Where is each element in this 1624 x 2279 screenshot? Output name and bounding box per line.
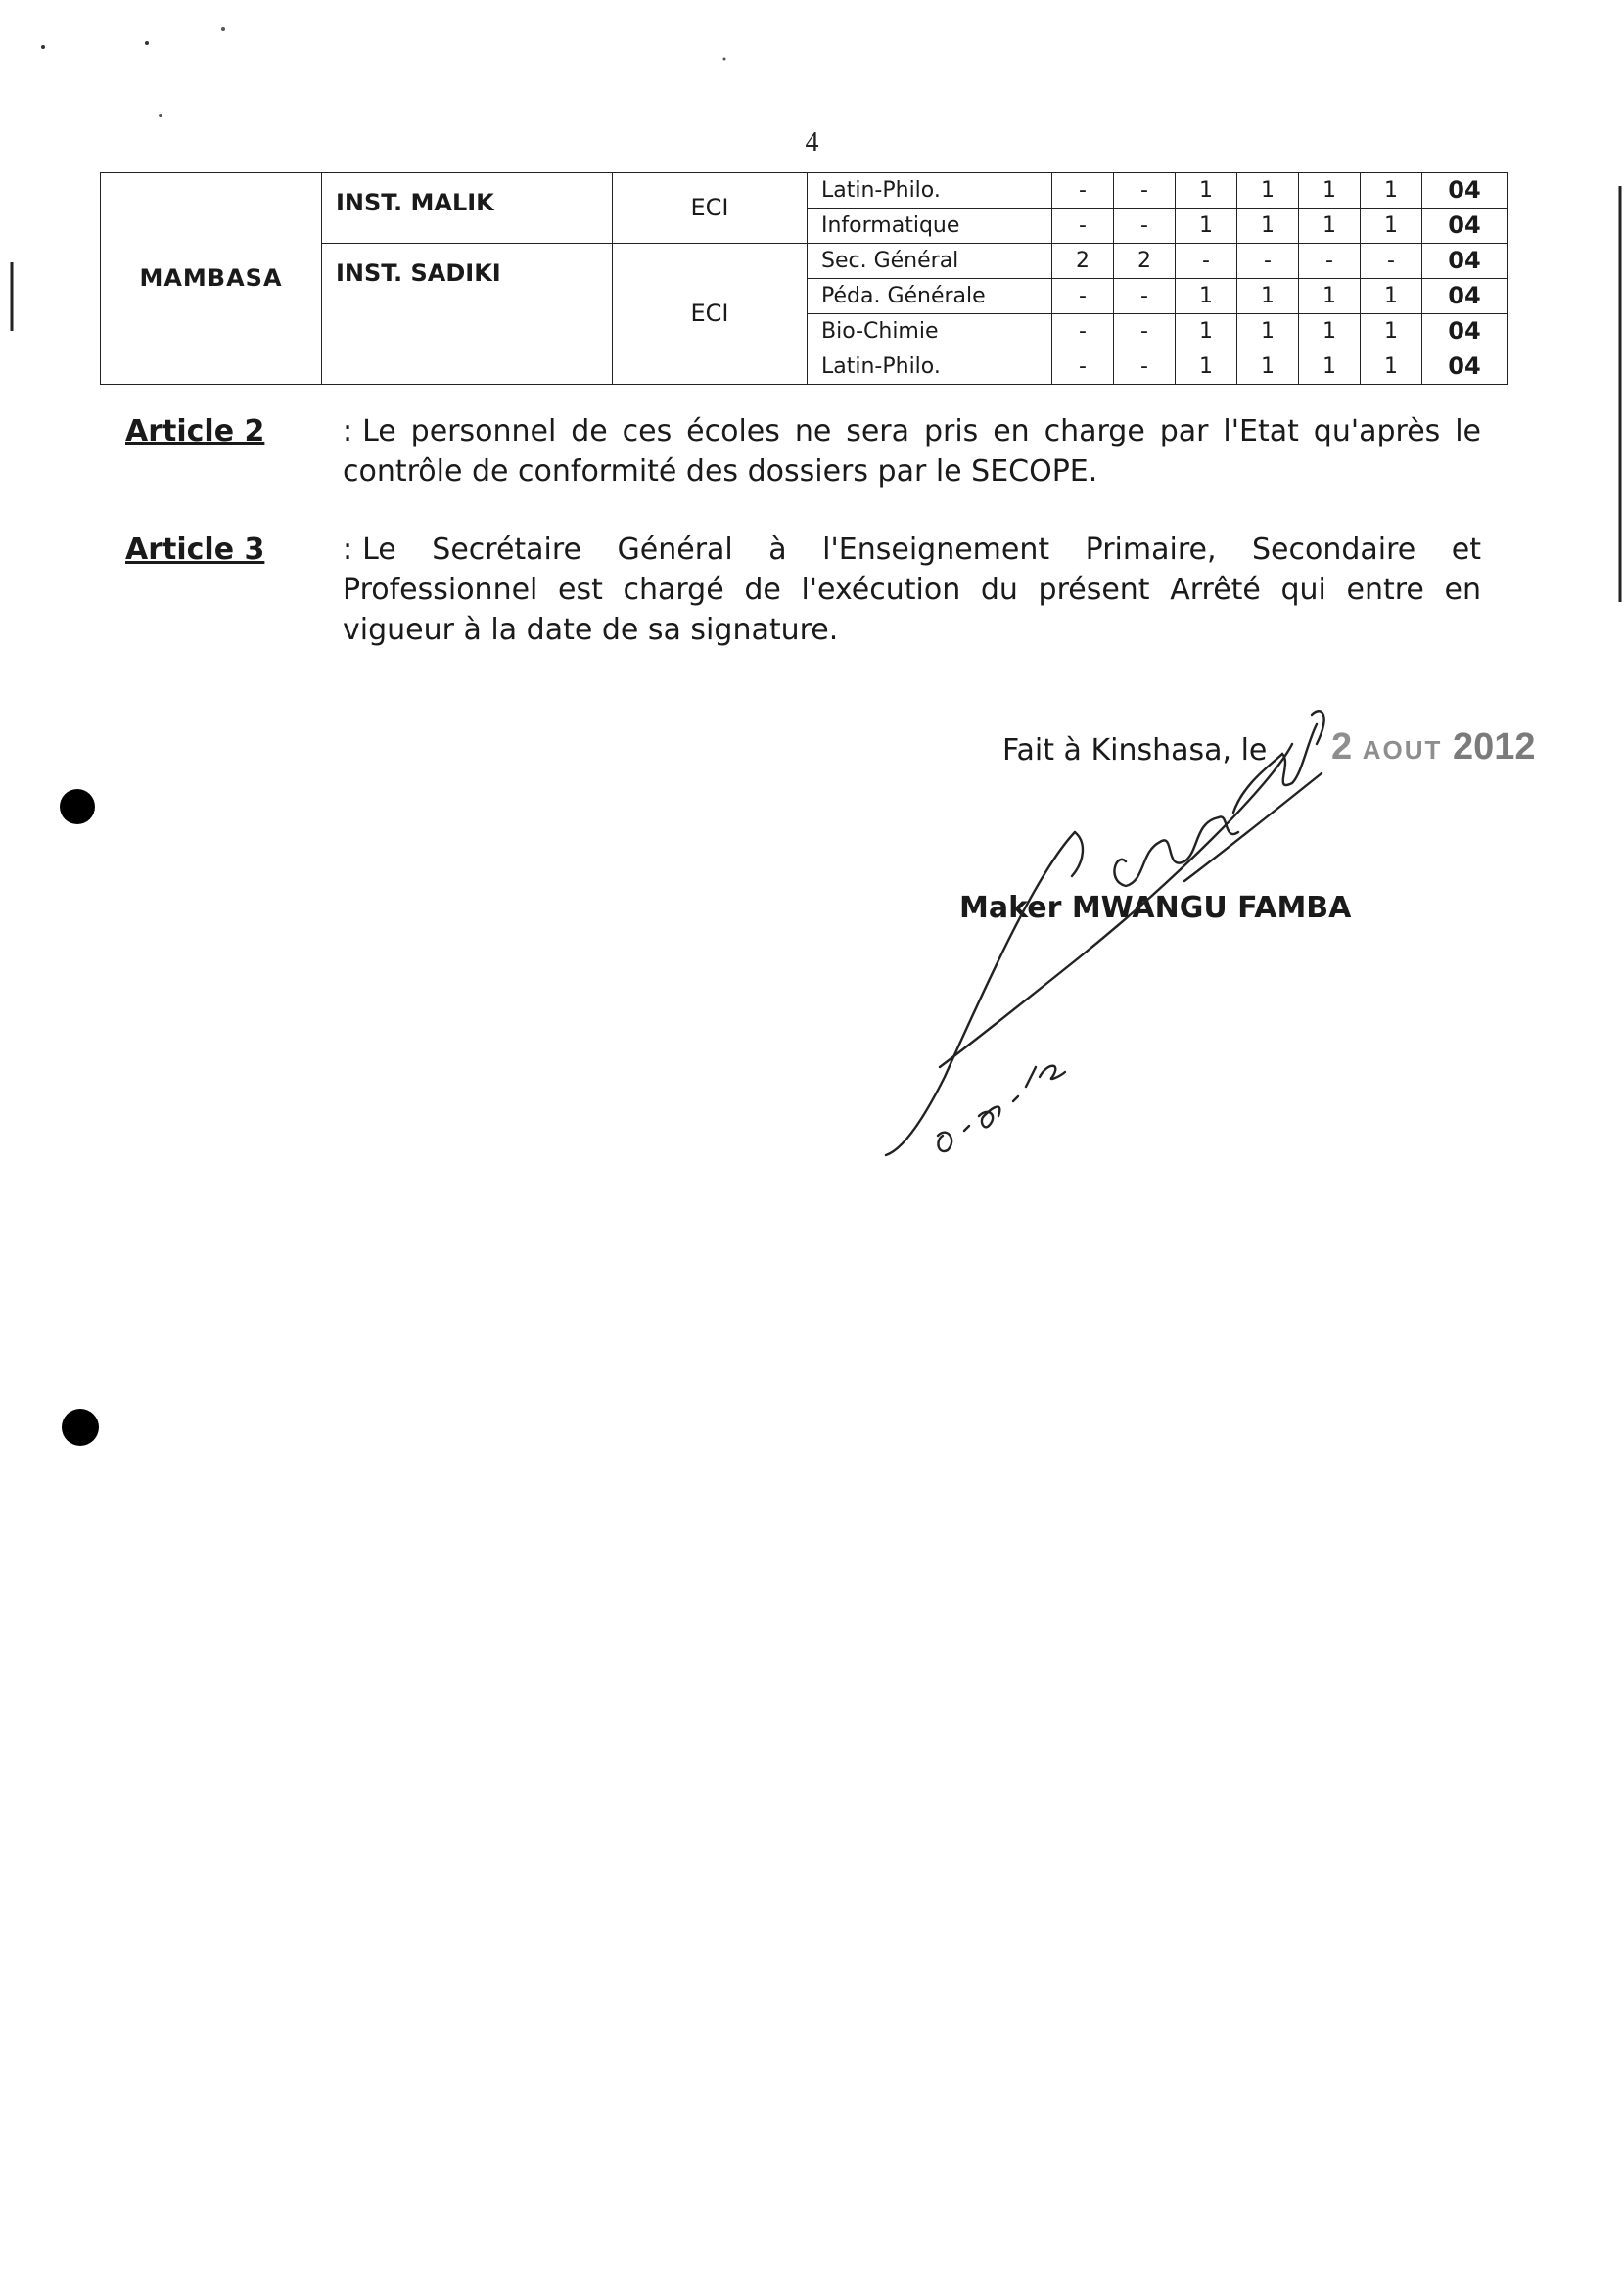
punch-hole-icon bbox=[60, 789, 95, 824]
class-count-cell: - bbox=[1237, 244, 1299, 279]
class-count-cell: - bbox=[1052, 279, 1114, 314]
total-cell: 04 bbox=[1422, 209, 1508, 244]
school-name: INST. MALIK bbox=[322, 173, 613, 244]
class-count-cell: 1 bbox=[1361, 209, 1422, 244]
colon-separator: : bbox=[343, 414, 353, 448]
section-cell: Bio-Chimie bbox=[808, 314, 1052, 349]
class-count-cell: 1 bbox=[1361, 349, 1422, 385]
class-count-cell: 1 bbox=[1237, 173, 1299, 209]
class-count-cell: - bbox=[1052, 209, 1114, 244]
colon-separator: : bbox=[343, 533, 353, 567]
class-count-cell: 1 bbox=[1299, 209, 1361, 244]
stamp-month: AOUT bbox=[1362, 735, 1443, 765]
class-count-cell: 1 bbox=[1299, 314, 1361, 349]
class-count-cell: - bbox=[1052, 173, 1114, 209]
class-count-cell: 1 bbox=[1176, 314, 1237, 349]
scan-speck bbox=[145, 41, 149, 45]
scan-speck bbox=[159, 114, 162, 117]
class-count-cell: - bbox=[1361, 244, 1422, 279]
class-count-cell: - bbox=[1114, 173, 1176, 209]
scan-speck bbox=[41, 45, 45, 49]
total-cell: 04 bbox=[1422, 314, 1508, 349]
article-label: Article 2 bbox=[125, 414, 265, 448]
total-cell: 04 bbox=[1422, 349, 1508, 385]
class-count-cell: - bbox=[1052, 314, 1114, 349]
total-cell: 04 bbox=[1422, 173, 1508, 209]
total-cell: 04 bbox=[1422, 244, 1508, 279]
class-count-cell: 1 bbox=[1361, 314, 1422, 349]
class-count-cell: 1 bbox=[1176, 173, 1237, 209]
section-cell: Latin-Philo. bbox=[808, 173, 1052, 209]
class-count-cell: - bbox=[1114, 279, 1176, 314]
punch-hole-icon bbox=[62, 1409, 99, 1446]
handwritten-signature bbox=[886, 711, 1324, 1155]
section-cell: Informatique bbox=[808, 209, 1052, 244]
article-text: Le personnel de ces écoles ne sera pris en charge par l'Etat qu'après le contrôle de conformité des dossiers par le SECOPE. bbox=[343, 414, 1481, 488]
section-cell: Sec. Général bbox=[808, 244, 1052, 279]
scan-speck bbox=[221, 27, 225, 31]
section-cell: Latin-Philo. bbox=[808, 349, 1052, 385]
article-label: Article 3 bbox=[125, 533, 265, 567]
class-count-cell: 1 bbox=[1299, 349, 1361, 385]
class-count-cell: - bbox=[1176, 244, 1237, 279]
class-count-cell: 1 bbox=[1299, 173, 1361, 209]
class-count-cell: - bbox=[1114, 209, 1176, 244]
class-count-cell: 1 bbox=[1299, 279, 1361, 314]
stamp-year: 2012 bbox=[1452, 726, 1536, 767]
section-cell: Péda. Générale bbox=[808, 279, 1052, 314]
class-count-cell: 1 bbox=[1176, 279, 1237, 314]
school-regime: ECI bbox=[613, 244, 808, 385]
class-count-cell: - bbox=[1114, 314, 1176, 349]
class-count-cell: 1 bbox=[1361, 173, 1422, 209]
class-count-cell: - bbox=[1114, 349, 1176, 385]
class-count-cell: 1 bbox=[1237, 209, 1299, 244]
class-count-cell: - bbox=[1052, 349, 1114, 385]
class-count-cell: 2 bbox=[1052, 244, 1114, 279]
class-count-cell: 1 bbox=[1176, 349, 1237, 385]
stamp-day: 2 bbox=[1331, 726, 1353, 767]
class-count-cell: 1 bbox=[1237, 279, 1299, 314]
class-count-cell: 1 bbox=[1237, 349, 1299, 385]
class-count-cell: 1 bbox=[1237, 314, 1299, 349]
scan-speck bbox=[723, 58, 726, 61]
class-count-cell: 2 bbox=[1114, 244, 1176, 279]
total-cell: 04 bbox=[1422, 279, 1508, 314]
class-count-cell: 1 bbox=[1361, 279, 1422, 314]
article-text: Le Secrétaire Général à l'Enseignement Primaire, Secondaire et Professionnel est chargé de l'exécution du présent Arrêté qui entre en vigueur à la date de sa signature. bbox=[343, 533, 1481, 647]
signatory-name: Maker MWANGU FAMBA bbox=[959, 891, 1352, 925]
commune-cell: MAMBASA bbox=[101, 173, 322, 385]
place-and-date: Fait à Kinshasa, le bbox=[1002, 733, 1268, 767]
class-count-cell: 1 bbox=[1176, 209, 1237, 244]
page-number: 4 bbox=[805, 127, 819, 158]
school-name: INST. SADIKI bbox=[322, 244, 613, 385]
class-count-cell: - bbox=[1299, 244, 1361, 279]
school-regime: ECI bbox=[613, 173, 808, 244]
